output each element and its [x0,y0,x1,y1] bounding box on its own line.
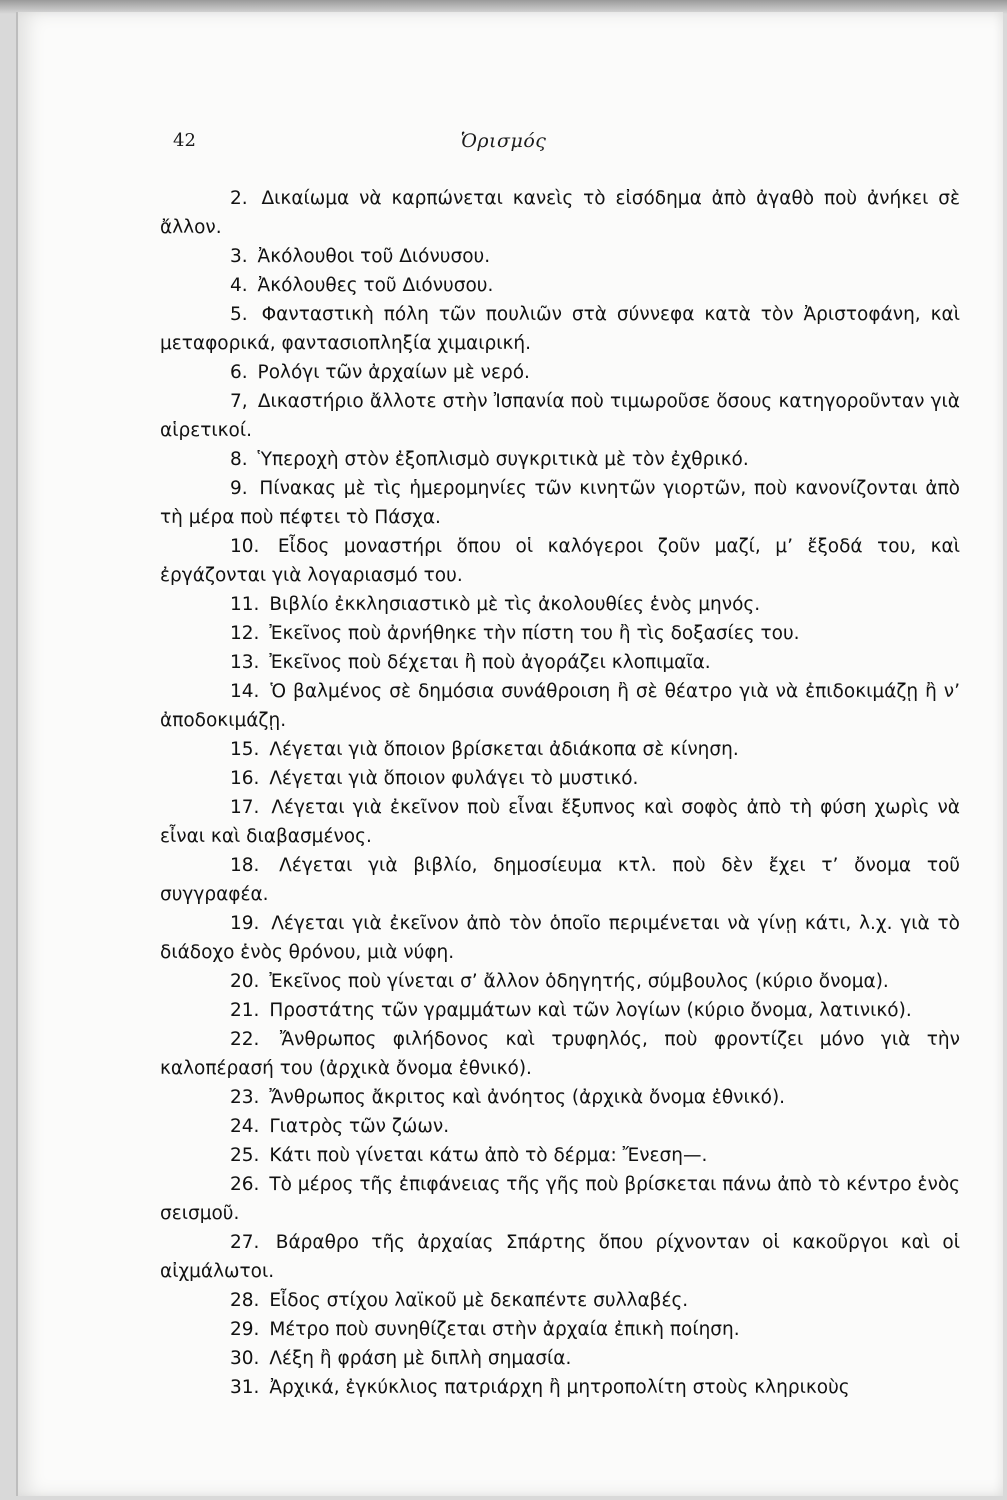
entry-number: 24. [230,1116,260,1137]
entry-number: 23. [230,1087,260,1108]
entry-text: Εἶδος μοναστήρι ὅπου οἱ καλόγεροι ζοῦν μαζί, μ’ ἔξοδά του, καὶ ἐργάζονται γιὰ λογαριασμό του. [160,536,960,586]
entry-text: Ρολόγι τῶν ἀρχαίων μὲ νερό. [257,362,530,383]
entry-number: 25. [230,1145,260,1166]
entry-number: 22. [230,1029,260,1050]
definition-entry [160,445,960,474]
entry-number: 21. [230,1000,260,1021]
entry-number: 5. [230,304,248,325]
definition-entry [160,1315,960,1344]
definition-entry [160,851,960,909]
entry-text: Πίνακας μὲ τὶς ἡμερομηνίες τῶν κινητῶν γιορτῶν, ποὺ κανονίζονται ἀπὸ τὴ μέρα ποὺ πέφτει τὸ Πάσχα. [160,478,960,528]
entry-text: Βάραθρο τῆς ἀρχαίας Σπάρτης ὅπου ρίχνονταν οἱ κακοῦργοι καὶ οἱ αἰχμάλωτοι. [160,1232,960,1282]
entry-text: Λέξη ἢ φράση μὲ διπλὴ σημασία. [269,1348,572,1369]
entry-number: 16. [230,768,260,789]
entry-number: 7, [230,391,248,412]
entry-text: Ὁ βαλμένος σὲ δημόσια συνάθροιση ἢ σὲ θέατρο γιὰ νὰ ἐπιδοκιμάζῃ ἢ ν’ ἀποδοκιμάζῃ. [160,681,960,731]
entry-text: Λέγεται γιὰ βιβλίο, δημοσίευμα κτλ. ποὺ δὲν ἔχει τ’ ὄνομα τοῦ συγγραφέα. [160,855,960,905]
entry-text: Ἐκεῖνος ποὺ ἀρνήθηκε τὴν πίστη του ἢ τὶς δοξασίες του. [269,623,800,644]
definition-entry [160,793,960,851]
entry-number: 28. [230,1290,260,1311]
entry-text: Ἀκόλουθες τοῦ Διόνυσου. [257,275,494,296]
entry-number: 29. [230,1319,260,1340]
definition-entry [160,532,960,590]
entry-text: Λέγεται γιὰ ἐκεῖνον ποὺ εἶναι ἔξυπνος καὶ σοφὸς ἀπὸ τὴ φύση χωρὶς νὰ εἶναι καὶ διαβασμένος. [160,797,960,847]
definition-entry [160,474,960,532]
entry-number: 14. [230,681,260,702]
definition-entry [160,590,960,619]
definition-list [160,184,960,1402]
entry-text: Ἄνθρωπος ἄκριτος καὶ ἀνόητος (ἀρχικὰ ὄνομα ἐθνικό). [269,1087,786,1108]
entry-number: 31. [230,1377,260,1398]
entry-number: 6. [230,362,248,383]
entry-number: 18. [230,855,260,876]
entry-number: 8. [230,449,248,470]
entry-number: 2. [230,188,248,209]
definition-entry [160,184,960,242]
definition-entry [160,387,960,445]
entry-number: 9. [230,478,248,499]
entry-number: 30. [230,1348,260,1369]
entry-text: Προστάτης τῶν γραμμάτων καὶ τῶν λογίων (κύριο ὄνομα, λατινικό). [269,1000,912,1021]
entry-text: Ἐκεῖνος ποὺ γίνεται σ’ ἄλλον ὁδηγητής, σύμβουλος (κύριο ὄνομα). [269,971,889,992]
definition-entry [160,1373,960,1402]
entry-number: 12. [230,623,260,644]
running-head: Ὁρισμός [460,130,547,152]
definition-entry [160,1170,960,1228]
entry-text: Ἀκόλουθοι τοῦ Διόνυσου. [257,246,491,267]
definition-entry [160,1112,960,1141]
definition-entry [160,648,960,677]
entry-text: Ἄνθρωπος φιλήδονος καὶ τρυφηλός, ποὺ φροντίζει μόνο γιὰ τὴν καλοπέρασή του (ἀρχικὰ ὄνομα ἐθνικό). [160,1029,960,1079]
entry-text: Λέγεται γιὰ ὅποιον βρίσκεται ἀδιάκοπα σὲ κίνηση. [269,739,739,760]
entry-text: Λέγεται γιὰ ἐκεῖνον ἀπὸ τὸν ὁποῖο περιμένεται νὰ γίνῃ κάτι, λ.χ. γιὰ τὸ διάδοχο ἑνὸς θρόνου, μιὰ νύφη. [160,913,960,963]
entry-text: Γιατρὸς τῶν ζώων. [269,1116,450,1137]
entry-number: 27. [230,1232,260,1253]
entry-text: Τὸ μέρος τῆς ἐπιφάνειας τῆς γῆς ποὺ βρίσκεται πάνω ἀπὸ τὸ κέντρο ἑνὸς σεισμοῦ. [160,1174,961,1224]
definition-entry [160,677,960,735]
definition-entry [160,764,960,793]
definition-entry [160,735,960,764]
definition-entry [160,271,960,300]
page-number: 42 [173,130,196,151]
entry-number: 17. [230,797,260,818]
entry-text: Φανταστικὴ πόλη τῶν πουλιῶν στὰ σύννεφα κατὰ τὸν Ἀριστοφάνη, καὶ μεταφορικά, φαντασιοπληξία χιμαιρική. [160,304,961,354]
entry-text: Βιβλίο ἐκκλησιαστικὸ μὲ τὶς ἀκολουθίες ἑνὸς μηνός. [269,594,761,615]
definition-entry [160,996,960,1025]
entry-number: 11. [230,594,260,615]
entry-text: Εἶδος στίχου λαϊκοῦ μὲ δεκαπέντε συλλαβές. [269,1290,689,1311]
entry-text: Δικαίωμα νὰ καρπώνεται κανεὶς τὸ εἰσόδημα ἀπὸ ἀγαθὸ ποὺ ἀνήκει σὲ ἄλλον. [160,188,960,238]
entry-number: 19. [230,913,260,934]
entry-number: 3. [230,246,248,267]
entry-text: Μέτρο ποὺ συνηθίζεται στὴν ἀρχαία ἐπικὴ ποίηση. [269,1319,740,1340]
definition-entry [160,967,960,996]
definition-entry [160,1141,960,1170]
definition-entry [160,909,960,967]
definition-entry [160,1228,960,1286]
definition-entry [160,1083,960,1112]
entry-text: Δικαστήριο ἄλλοτε στὴν Ἰσπανία ποὺ τιμωροῦσε ὅσους κατηγοροῦνταν γιὰ αἱρετικοί. [160,391,960,441]
definition-entry [160,358,960,387]
entry-number: 4. [230,275,248,296]
definition-entry [160,619,960,648]
definition-entry [160,1286,960,1315]
entry-text: Ἀρχικά, ἐγκύκλιος πατριάρχη ἢ μητροπολίτη στοὺς κληρικοὺς [269,1377,850,1398]
entry-number: 15. [230,739,260,760]
entry-number: 26. [230,1174,260,1195]
entry-number: 20. [230,971,260,992]
entry-number: 13. [230,652,260,673]
entry-text: Κάτι ποὺ γίνεται κάτω ἀπὸ τὸ δέρμα: Ἔνεση—. [269,1145,708,1166]
definition-entry [160,1025,960,1083]
entry-text: Λέγεται γιὰ ὅποιον φυλάγει τὸ μυστικό. [269,768,639,789]
definition-entry [160,1344,960,1373]
entry-number: 10. [230,536,260,557]
entry-text: Ὑπεροχὴ στὸν ἐξοπλισμὸ συγκριτικὰ μὲ τὸν ἐχθρικό. [257,449,749,470]
entry-text: Ἐκεῖνος ποὺ δέχεται ἢ ποὺ ἀγοράζει κλοπιμαῖα. [269,652,711,673]
definition-entry [160,300,960,358]
definition-entry [160,242,960,271]
